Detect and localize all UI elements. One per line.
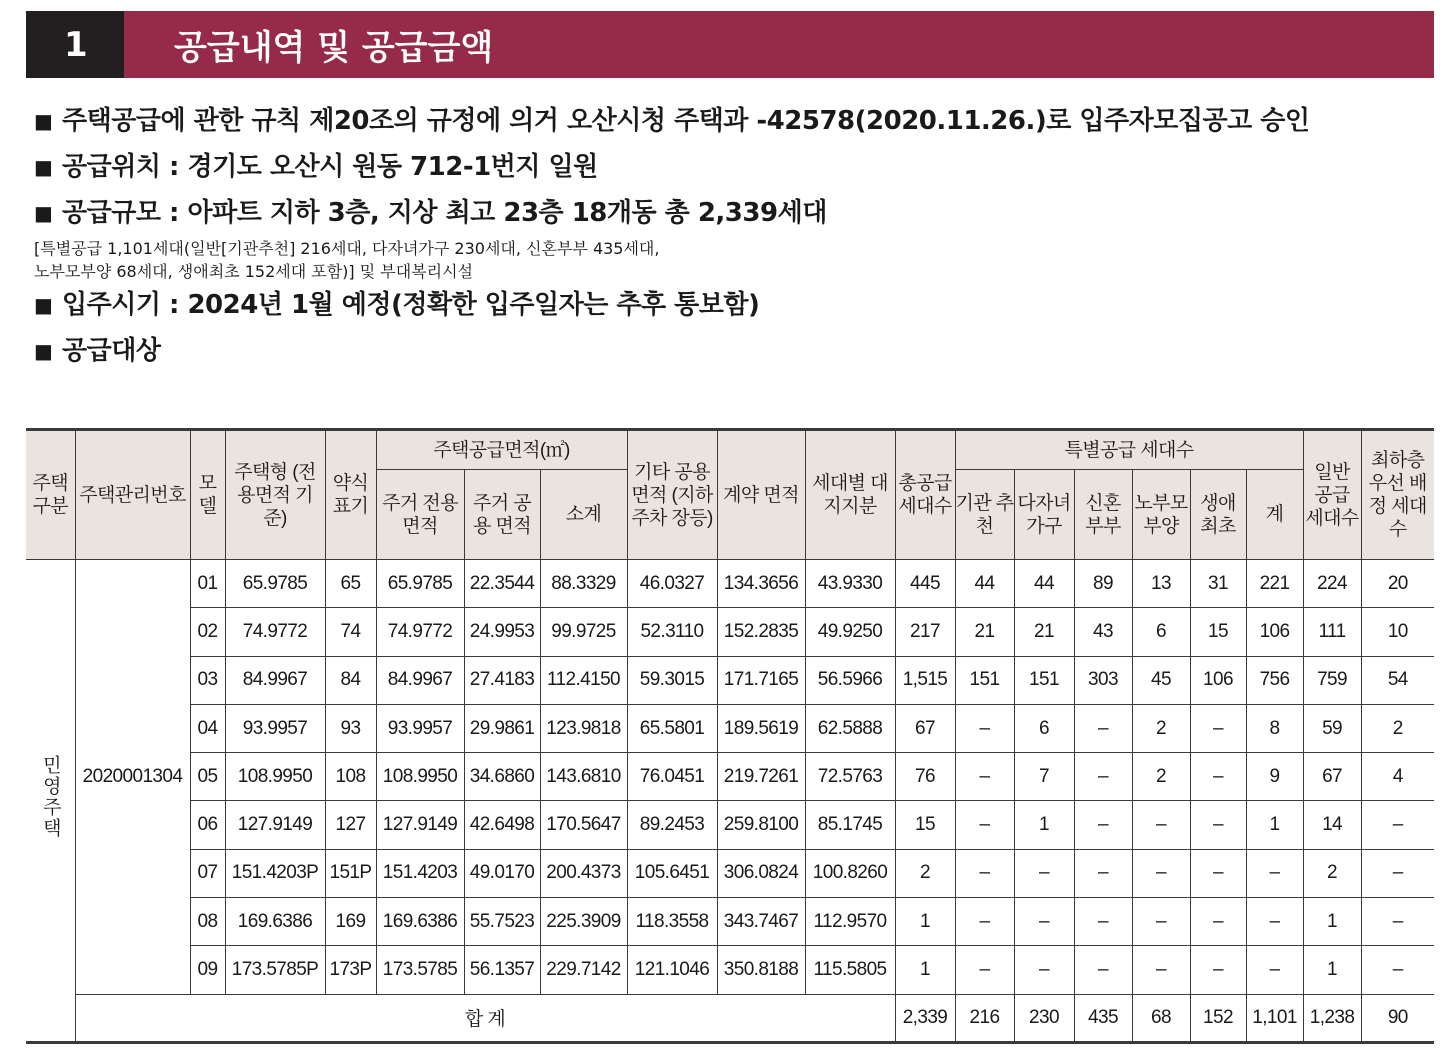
section-number: 1 <box>26 11 124 78</box>
table-row <box>26 704 1434 752</box>
elderly-cell: – <box>1132 801 1190 849</box>
land-share-cell: 62.5888 <box>805 704 895 752</box>
exclusive-area-cell: 151.4203 <box>376 849 464 897</box>
first-time-cell: – <box>1190 753 1246 801</box>
institution-cell: – <box>955 849 1014 897</box>
general-cell: 67 <box>1303 753 1361 801</box>
col-institution: 기관 추천 <box>955 470 1014 560</box>
note-scale-detail-2: 노부모부양 68세대, 생애최초 152세대 포함)] 및 부대복리시설 <box>34 262 474 281</box>
col-total-units: 총공급 세대수 <box>895 430 955 560</box>
note-move-in <box>34 282 1424 328</box>
abbr-cell: 84 <box>325 656 376 704</box>
land-share-cell: 72.5763 <box>805 753 895 801</box>
general-cell: 1 <box>1303 946 1361 994</box>
newlywed-cell: – <box>1074 753 1132 801</box>
first-time-cell: 106 <box>1190 656 1246 704</box>
contract-area-cell: 219.7261 <box>717 753 805 801</box>
table-row <box>26 753 1434 801</box>
contract-area-cell: 259.8100 <box>717 801 805 849</box>
table-row <box>26 849 1434 897</box>
note-text: 공급대상 <box>62 336 161 366</box>
total-value-cell: 230 <box>1014 994 1074 1042</box>
common-area-cell: 34.6860 <box>464 753 540 801</box>
general-cell: 111 <box>1303 608 1361 656</box>
multi-child-cell: 44 <box>1014 560 1074 608</box>
col-exclusive: 주거 전용 면적 <box>376 470 464 560</box>
note-approval <box>34 98 1424 144</box>
contract-area-cell: 350.8188 <box>717 946 805 994</box>
special-sum-cell: 1 <box>1246 801 1303 849</box>
note-scale <box>34 190 1424 236</box>
table-row <box>26 801 1434 849</box>
common-area-cell: 29.9861 <box>464 704 540 752</box>
house-type-cell: 74.9772 <box>225 608 325 656</box>
lowest-floor-cell: 2 <box>1361 704 1434 752</box>
lowest-floor-cell: – <box>1361 898 1434 946</box>
abbr-cell: 127 <box>325 801 376 849</box>
housing-type-cell <box>26 560 75 1043</box>
note-text: 공급위치 : 경기도 오산시 원동 712-1번지 일원 <box>62 152 598 182</box>
other-common-area-cell: 59.3015 <box>627 656 717 704</box>
col-housing-type: 주택 구분 <box>26 430 75 560</box>
table-row <box>26 608 1434 656</box>
first-time-cell: – <box>1190 898 1246 946</box>
multi-child-cell: 1 <box>1014 801 1074 849</box>
abbr-cell: 108 <box>325 753 376 801</box>
note-text: 공급규모 : 아파트 지하 3층, 지상 최고 23층 18개동 총 2,339세대 <box>62 198 827 228</box>
lowest-floor-cell: – <box>1361 946 1434 994</box>
abbr-cell: 169 <box>325 898 376 946</box>
first-time-cell: 15 <box>1190 608 1246 656</box>
bullet-icon: ■ <box>34 339 53 363</box>
institution-cell: 151 <box>955 656 1014 704</box>
subtotal-cell: 99.9725 <box>540 608 627 656</box>
common-area-cell: 22.3544 <box>464 560 540 608</box>
total-value-cell: 152 <box>1190 994 1246 1042</box>
newlywed-cell: 43 <box>1074 608 1132 656</box>
common-area-cell: 49.0170 <box>464 849 540 897</box>
bullet-icon: ■ <box>34 293 53 317</box>
model-cell: 04 <box>190 704 225 752</box>
general-cell: 224 <box>1303 560 1361 608</box>
special-sum-cell: 9 <box>1246 753 1303 801</box>
table-row <box>26 656 1434 704</box>
table-body <box>26 560 1434 1043</box>
subtotal-cell: 229.7142 <box>540 946 627 994</box>
total-units-cell: 1 <box>895 898 955 946</box>
abbr-cell: 74 <box>325 608 376 656</box>
lowest-floor-cell: 54 <box>1361 656 1434 704</box>
exclusive-area-cell: 65.9785 <box>376 560 464 608</box>
general-cell: 1 <box>1303 898 1361 946</box>
subtotal-cell: 123.9818 <box>540 704 627 752</box>
lowest-floor-cell: 4 <box>1361 753 1434 801</box>
institution-cell: – <box>955 753 1014 801</box>
note-scale-detail-1: [특별공급 1,101세대(일반[기관추천] 216세대, 다자녀가구 230세대, 신혼부부 435세대, <box>34 239 660 258</box>
newlywed-cell: – <box>1074 946 1132 994</box>
first-time-cell: – <box>1190 946 1246 994</box>
subtotal-cell: 200.4373 <box>540 849 627 897</box>
col-house-type: 주택형 (전용면적 기준) <box>225 430 325 560</box>
land-share-cell: 49.9250 <box>805 608 895 656</box>
newlywed-cell: 89 <box>1074 560 1132 608</box>
col-lowest-floor: 최하층 우선 배정 세대수 <box>1361 430 1434 560</box>
general-cell: 2 <box>1303 849 1361 897</box>
note-location <box>34 144 1424 190</box>
total-row <box>26 994 1434 1042</box>
subtotal-cell: 112.4150 <box>540 656 627 704</box>
elderly-cell: – <box>1132 849 1190 897</box>
first-time-cell: – <box>1190 849 1246 897</box>
general-cell: 59 <box>1303 704 1361 752</box>
lowest-floor-cell: 10 <box>1361 608 1434 656</box>
exclusive-area-cell: 169.6386 <box>376 898 464 946</box>
house-type-cell: 151.4203P <box>225 849 325 897</box>
contract-area-cell: 152.2835 <box>717 608 805 656</box>
total-units-cell: 2 <box>895 849 955 897</box>
contract-area-cell: 343.7467 <box>717 898 805 946</box>
model-cell: 08 <box>190 898 225 946</box>
other-common-area-cell: 65.5801 <box>627 704 717 752</box>
newlywed-cell: 303 <box>1074 656 1132 704</box>
elderly-cell: – <box>1132 898 1190 946</box>
table-row <box>26 946 1434 994</box>
multi-child-cell: 6 <box>1014 704 1074 752</box>
total-value-cell: 1,238 <box>1303 994 1361 1042</box>
institution-cell: – <box>955 801 1014 849</box>
col-subtotal: 소계 <box>540 470 627 560</box>
total-units-cell: 1,515 <box>895 656 955 704</box>
total-units-cell: 217 <box>895 608 955 656</box>
abbr-cell: 173P <box>325 946 376 994</box>
newlywed-cell: – <box>1074 849 1132 897</box>
col-model: 모델 <box>190 430 225 560</box>
elderly-cell: 13 <box>1132 560 1190 608</box>
col-special-sum: 계 <box>1246 470 1303 560</box>
house-type-cell: 127.9149 <box>225 801 325 849</box>
elderly-cell: 45 <box>1132 656 1190 704</box>
land-share-cell: 85.1745 <box>805 801 895 849</box>
abbr-cell: 65 <box>325 560 376 608</box>
special-sum-cell: – <box>1246 898 1303 946</box>
common-area-cell: 55.7523 <box>464 898 540 946</box>
other-common-area-cell: 121.1046 <box>627 946 717 994</box>
model-cell: 07 <box>190 849 225 897</box>
subtotal-cell: 225.3909 <box>540 898 627 946</box>
multi-child-cell: 7 <box>1014 753 1074 801</box>
total-units-cell: 1 <box>895 946 955 994</box>
total-units-cell: 67 <box>895 704 955 752</box>
total-value-cell: 68 <box>1132 994 1190 1042</box>
multi-child-cell: 151 <box>1014 656 1074 704</box>
newlywed-cell: – <box>1074 898 1132 946</box>
col-general: 일반 공급 세대수 <box>1303 430 1361 560</box>
table-row <box>26 560 1434 608</box>
lowest-floor-cell: – <box>1361 849 1434 897</box>
common-area-cell: 42.6498 <box>464 801 540 849</box>
col-contract-area: 계약 면적 <box>717 430 805 560</box>
common-area-cell: 56.1357 <box>464 946 540 994</box>
total-value-cell: 435 <box>1074 994 1132 1042</box>
elderly-cell: 2 <box>1132 704 1190 752</box>
house-type-cell: 108.9950 <box>225 753 325 801</box>
house-type-cell: 169.6386 <box>225 898 325 946</box>
institution-cell: – <box>955 704 1014 752</box>
section-header <box>26 11 1434 78</box>
exclusive-area-cell: 93.9957 <box>376 704 464 752</box>
other-common-area-cell: 52.3110 <box>627 608 717 656</box>
newlywed-cell: – <box>1074 801 1132 849</box>
house-type-cell: 173.5785P <box>225 946 325 994</box>
institution-cell: – <box>955 946 1014 994</box>
col-land-share: 세대별 대지지분 <box>805 430 895 560</box>
total-value-cell: 216 <box>955 994 1014 1042</box>
lowest-floor-cell: 20 <box>1361 560 1434 608</box>
notes-list <box>34 98 1424 374</box>
col-special: 특별공급 세대수 <box>955 430 1303 470</box>
institution-cell: – <box>955 898 1014 946</box>
house-type-cell: 84.9967 <box>225 656 325 704</box>
first-time-cell: – <box>1190 801 1246 849</box>
total-units-cell: 15 <box>895 801 955 849</box>
general-cell: 14 <box>1303 801 1361 849</box>
exclusive-area-cell: 84.9967 <box>376 656 464 704</box>
other-common-area-cell: 89.2453 <box>627 801 717 849</box>
col-newlywed: 신혼 부부 <box>1074 470 1132 560</box>
elderly-cell: 6 <box>1132 608 1190 656</box>
total-label: 합 계 <box>75 994 895 1042</box>
model-cell: 02 <box>190 608 225 656</box>
institution-cell: 44 <box>955 560 1014 608</box>
exclusive-area-cell: 108.9950 <box>376 753 464 801</box>
contract-area-cell: 134.3656 <box>717 560 805 608</box>
bullet-icon: ■ <box>34 155 53 179</box>
special-sum-cell: 106 <box>1246 608 1303 656</box>
land-share-cell: 56.5966 <box>805 656 895 704</box>
model-cell: 06 <box>190 801 225 849</box>
special-sum-cell: 8 <box>1246 704 1303 752</box>
contract-area-cell: 189.5619 <box>717 704 805 752</box>
section-title: 공급내역 및 공급금액 <box>124 11 1434 78</box>
housing-type-label: 민영주택 <box>39 755 61 840</box>
multi-child-cell: – <box>1014 849 1074 897</box>
first-time-cell: 31 <box>1190 560 1246 608</box>
subtotal-cell: 170.5647 <box>540 801 627 849</box>
multi-child-cell: – <box>1014 898 1074 946</box>
table-row <box>26 898 1434 946</box>
general-cell: 759 <box>1303 656 1361 704</box>
subtotal-cell: 88.3329 <box>540 560 627 608</box>
exclusive-area-cell: 173.5785 <box>376 946 464 994</box>
lowest-floor-cell: – <box>1361 801 1434 849</box>
total-units-cell: 76 <box>895 753 955 801</box>
land-share-cell: 112.9570 <box>805 898 895 946</box>
special-sum-cell: 756 <box>1246 656 1303 704</box>
other-common-area-cell: 105.6451 <box>627 849 717 897</box>
other-common-area-cell: 46.0327 <box>627 560 717 608</box>
col-first-time: 생애 최초 <box>1190 470 1246 560</box>
house-type-cell: 93.9957 <box>225 704 325 752</box>
col-other-common: 기타 공용면적 (지하주차 장등) <box>627 430 717 560</box>
col-mgmt-no: 주택관리번호 <box>75 430 190 560</box>
abbr-cell: 151P <box>325 849 376 897</box>
bullet-icon: ■ <box>34 201 53 225</box>
house-type-cell: 65.9785 <box>225 560 325 608</box>
model-cell: 01 <box>190 560 225 608</box>
col-elderly: 노부모 부양 <box>1132 470 1190 560</box>
col-multi-child: 다자녀 가구 <box>1014 470 1074 560</box>
exclusive-area-cell: 127.9149 <box>376 801 464 849</box>
land-share-cell: 43.9330 <box>805 560 895 608</box>
total-units-cell: 445 <box>895 560 955 608</box>
other-common-area-cell: 118.3558 <box>627 898 717 946</box>
common-area-cell: 24.9953 <box>464 608 540 656</box>
abbr-cell: 93 <box>325 704 376 752</box>
col-common: 주거 공용 면적 <box>464 470 540 560</box>
model-cell: 05 <box>190 753 225 801</box>
special-sum-cell: 221 <box>1246 560 1303 608</box>
contract-area-cell: 306.0824 <box>717 849 805 897</box>
total-value-cell: 2,339 <box>895 994 955 1042</box>
special-sum-cell: – <box>1246 946 1303 994</box>
col-abbr: 약식 표기 <box>325 430 376 560</box>
col-supply-area: 주택공급면적(㎡) <box>376 430 627 470</box>
supply-table <box>26 428 1434 1044</box>
bullet-icon: ■ <box>34 109 53 133</box>
total-value-cell: 1,101 <box>1246 994 1303 1042</box>
land-share-cell: 115.5805 <box>805 946 895 994</box>
other-common-area-cell: 76.0451 <box>627 753 717 801</box>
subtotal-cell: 143.6810 <box>540 753 627 801</box>
elderly-cell: – <box>1132 946 1190 994</box>
total-value-cell: 90 <box>1361 994 1434 1042</box>
contract-area-cell: 171.7165 <box>717 656 805 704</box>
institution-cell: 21 <box>955 608 1014 656</box>
mgmt-number-cell: 2020001304 <box>75 560 190 995</box>
first-time-cell: – <box>1190 704 1246 752</box>
note-text: 주택공급에 관한 규칙 제20조의 규정에 의거 오산시청 주택과 -42578(2020.11.26.)로 입주자모집공고 승인 <box>62 106 1310 136</box>
note-text: 입주시기 : 2024년 1월 예정(정확한 입주일자는 추후 통보함) <box>62 290 760 320</box>
newlywed-cell: – <box>1074 704 1132 752</box>
multi-child-cell: 21 <box>1014 608 1074 656</box>
model-cell: 09 <box>190 946 225 994</box>
exclusive-area-cell: 74.9772 <box>376 608 464 656</box>
special-sum-cell: – <box>1246 849 1303 897</box>
multi-child-cell: – <box>1014 946 1074 994</box>
elderly-cell: 2 <box>1132 753 1190 801</box>
land-share-cell: 100.8260 <box>805 849 895 897</box>
common-area-cell: 27.4183 <box>464 656 540 704</box>
model-cell: 03 <box>190 656 225 704</box>
note-target <box>34 328 1424 374</box>
